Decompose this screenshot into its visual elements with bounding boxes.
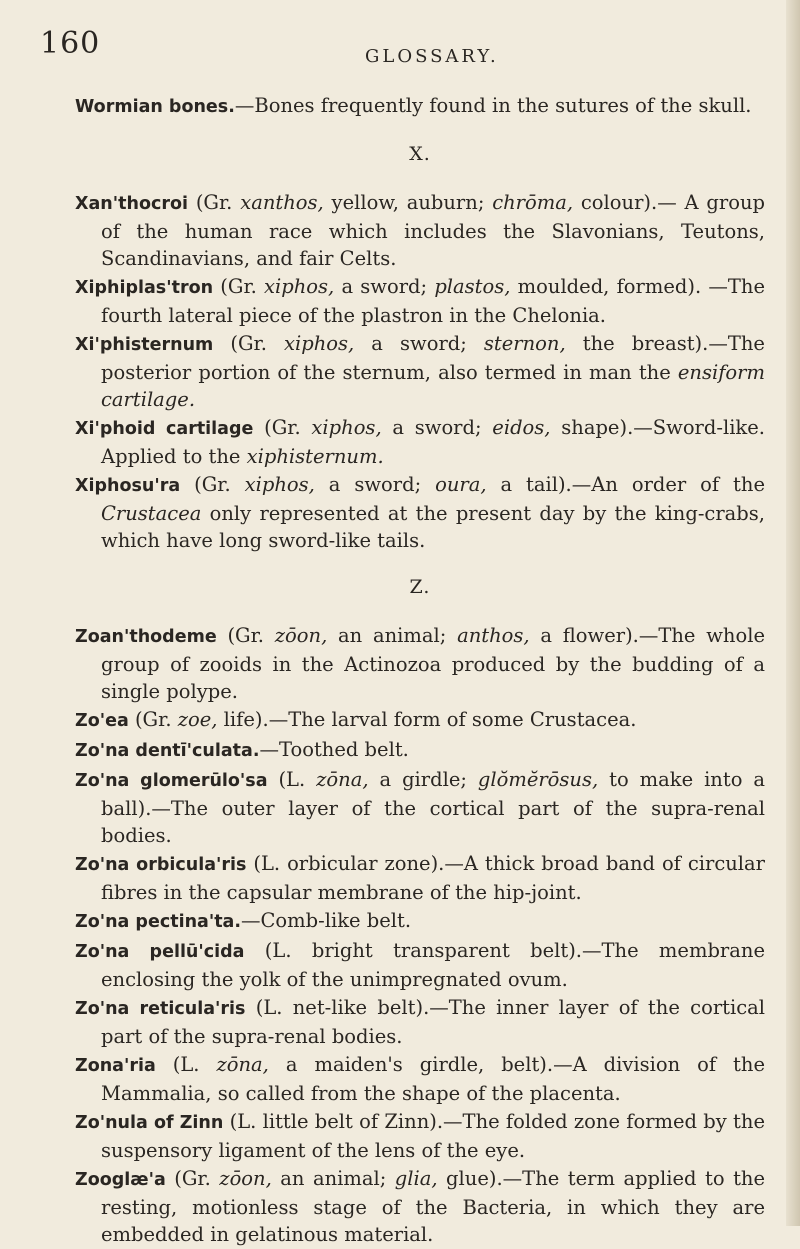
entry-term-italic: eidos, [492, 416, 551, 439]
entry-headword: Zo'na dentī'culata. [75, 741, 260, 761]
entry-text: —Comb-like belt. [241, 909, 412, 932]
entry-term-italic: xiphos, [283, 332, 355, 355]
entry-text: a flower).—The whole group of zooids in the Actinozoa produced by the budding of a single polype. [101, 624, 765, 703]
entry-text: (L. bright transparent belt).—The membrane enclosing the yolk of the unimpregnated ovum. [101, 939, 765, 991]
page-header [0, 22, 800, 72]
glossary-entry [75, 850, 765, 906]
entry-text: the breast).—The posterior portion of the sternum, also termed in man the [101, 332, 765, 384]
entry-text: shape).—Sword-like. Applied to the [101, 416, 765, 468]
glossary-entry [75, 994, 765, 1050]
entry-headword: Zo'na pellū'cida [75, 942, 245, 962]
entry-text: an animal; [271, 1167, 395, 1190]
entry-term-italic: chrōma, [492, 191, 574, 214]
glossary-entry [75, 1165, 765, 1248]
entry-text: an animal; [327, 624, 458, 647]
glossary-entry [75, 1051, 765, 1107]
entry-text: —Bones frequently found in the sutures of the skull. [234, 94, 752, 117]
entry-term-italic: zōna, [316, 768, 369, 791]
glossary-entry [75, 92, 765, 121]
entry-term-italic: xiphisternum. [246, 445, 384, 468]
entry-term-italic: plastos, [434, 275, 511, 298]
entry-term-italic: anthos, [457, 624, 530, 647]
glossary-entry [75, 471, 765, 554]
entry-text: (L. little belt of Zinn).—The folded zone formed by the suspensory ligament of the lens of the eye. [101, 1110, 765, 1162]
entry-term-italic: sternon, [483, 332, 566, 355]
entry-text: a sword; [334, 275, 435, 298]
section-letter: X. [409, 143, 431, 165]
glossary-entry [75, 907, 765, 936]
glossary-entry [75, 414, 765, 470]
entry-term-italic: xiphos, [264, 275, 335, 298]
entry-text: (Gr. [180, 473, 245, 496]
entry-text: (Gr. [253, 416, 312, 439]
glossary-entry [75, 273, 765, 329]
entry-headword: Xan'thocroi [75, 194, 188, 214]
entry-term-italic: xanthos, [240, 191, 324, 214]
entry-text: —Toothed belt. [259, 738, 409, 761]
entry-text: (L. [267, 768, 317, 791]
entry-term-italic: zoe, [177, 708, 218, 731]
entry-headword: Zo'na pectina'ta. [75, 912, 242, 932]
entry-term-italic: glŏmĕrōsus, [477, 768, 599, 791]
entry-headword: Zona'ria [75, 1056, 156, 1076]
entry-text: (Gr. [188, 191, 241, 214]
glossary-entry [75, 736, 765, 765]
entry-text: glue).—The term applied to the resting, motionless stage of the Bacteria, in which they are embedded in gelatinous material. [101, 1167, 766, 1246]
entry-headword: Xi'phisternum [75, 335, 214, 355]
entry-text: a sword; [381, 416, 493, 439]
entry-text: a maiden's girdle, belt).—A division of the Mammalia, so called from the shape of the placenta. [101, 1053, 765, 1105]
glossary-entry [75, 706, 765, 735]
page-number: 160 [40, 26, 101, 61]
entry-term-italic: glia, [394, 1167, 438, 1190]
glossary-entry [75, 766, 765, 849]
entry-headword: Xi'phoid cartilage [75, 419, 254, 439]
entry-term-italic: xiphos, [244, 473, 315, 496]
glossary-entry [75, 937, 765, 993]
glossary-content [75, 92, 765, 1249]
entry-text: life).—The larval form of some Crustacea. [217, 708, 637, 731]
entry-text: (Gr. [216, 624, 275, 647]
entry-headword: Zo'ea [75, 711, 129, 731]
entry-text: (Gr. [165, 1167, 220, 1190]
page-edge-shadow [786, 0, 800, 1226]
entry-headword: Zooglæ'a [75, 1170, 166, 1190]
entry-text: a tail).—An order of the [486, 473, 765, 496]
entry-headword: Zo'na orbicula'ris [75, 855, 247, 875]
running-title: GLOSSARY. [365, 46, 499, 67]
entry-text: (L. [155, 1053, 217, 1076]
glossary-entry [75, 189, 765, 272]
entry-text: (L. net-like belt).—The inner layer of the cortical part of the supra-renal bodies. [101, 996, 765, 1048]
entry-text: a sword; [354, 332, 484, 355]
entry-term-italic: Crustacea [101, 502, 202, 525]
entry-text: only represented at the present day by the king-crabs, which have long sword-like tails. [101, 502, 765, 552]
entry-headword: Xiphosu'ra [75, 476, 181, 496]
entry-term-italic: oura, [435, 473, 487, 496]
entry-term-italic: xiphos, [311, 416, 382, 439]
glossary-entry [75, 622, 765, 705]
entry-headword: Zoan'thodeme [75, 627, 217, 647]
entry-headword: Wormian bones. [75, 97, 235, 117]
entry-text: (Gr. [128, 708, 178, 731]
glossary-entry [75, 1108, 765, 1164]
entry-text: to make into a ball).—The outer layer of the cortical part of the supra-renal bodies. [101, 768, 765, 847]
entry-term-italic: ensiform cartilage. [101, 361, 765, 411]
entry-text: moulded, formed). —The fourth lateral piece of the plastron in the Chelonia. [101, 275, 765, 327]
entry-text: (Gr. [213, 275, 265, 298]
entry-text: a girdle; [368, 768, 478, 791]
entry-text: (Gr. [213, 332, 284, 355]
entry-term-italic: zōon, [274, 624, 328, 647]
entry-text: a sword; [314, 473, 436, 496]
entry-term-italic: zōon, [219, 1167, 272, 1190]
entry-headword: Zo'na glomerūlo'sa [75, 771, 268, 791]
entry-headword: Xiphiplas'tron [75, 278, 214, 298]
section-letter: Z. [409, 576, 431, 598]
entry-text: (L. orbicular zone).—A thick broad band of circular fibres in the capsular membrane of the hip-joint. [101, 852, 765, 904]
entry-text: yellow, auburn; [323, 191, 493, 214]
entry-headword: Zo'nula of Zinn [75, 1113, 224, 1133]
glossary-entry [75, 330, 765, 413]
entry-term-italic: zōna, [216, 1053, 269, 1076]
entry-headword: Zo'na reticula'ris [75, 999, 246, 1019]
entry-text: colour).— A group of the human race which includes the Slavonians, Teutons, Scandinavians, and fair Celts. [101, 191, 765, 270]
